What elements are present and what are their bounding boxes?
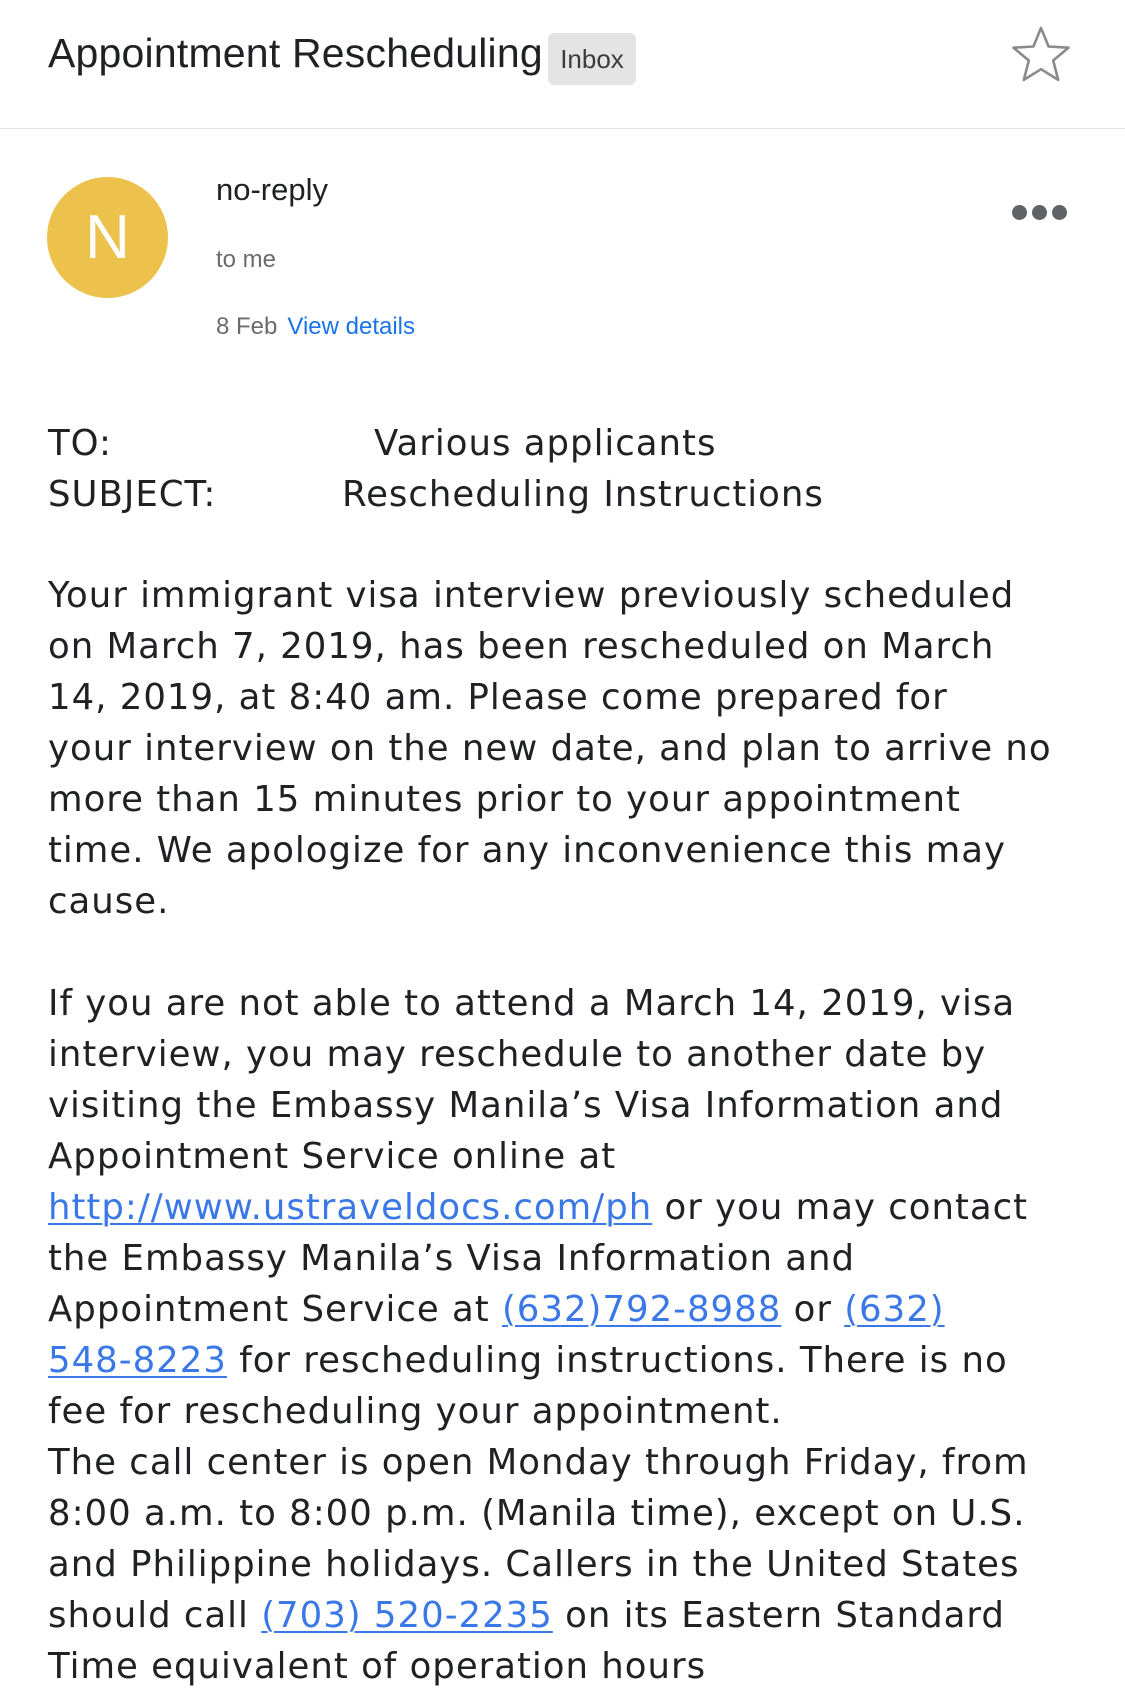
- body-line: on March 7, 2019, has been rescheduled on March: [48, 626, 995, 667]
- sender-avatar[interactable]: N: [47, 177, 168, 298]
- date-row: [216, 313, 415, 341]
- body-line: 8:00 a.m. to 8:00 p.m. (Manila time), except on U.S.: [48, 1493, 1026, 1534]
- star-icon[interactable]: [1010, 24, 1072, 86]
- body-line: your interview on the new date, and plan to arrive no: [48, 728, 1052, 769]
- phone-link-1[interactable]: (632)792-8988: [501, 1289, 782, 1330]
- body-line: Your immigrant visa interview previously scheduled: [48, 575, 1015, 616]
- body-text: should call: [48, 1595, 262, 1636]
- inbox-label-badge[interactable]: Inbox: [548, 33, 636, 85]
- body-line: more than 15 minutes prior to your appointment: [48, 779, 961, 820]
- recipient-text: to me: [216, 246, 277, 273]
- ustraveldocs-link[interactable]: http://www.ustraveldocs.com/ph: [48, 1187, 653, 1228]
- body-line: Appointment Service online at: [48, 1136, 617, 1177]
- body-line: If you are not able to attend a March 14, 2019, visa: [48, 983, 1016, 1024]
- email-subject-title: Appointment Rescheduling: [48, 30, 543, 76]
- body-text: Appointment Service at: [48, 1289, 502, 1330]
- phone-link-2-continued[interactable]: 548-8223: [48, 1340, 227, 1381]
- sender-name[interactable]: no-reply: [216, 172, 328, 207]
- phone-link-3[interactable]: (703) 520-2235: [261, 1595, 553, 1636]
- body-text: on its Eastern Standard: [552, 1595, 1005, 1636]
- to-value: Various applicants: [374, 423, 717, 464]
- email-header: [0, 0, 1125, 129]
- body-text: or: [781, 1289, 845, 1330]
- body-line: and Philippine holidays. Callers in the United States: [48, 1544, 1020, 1585]
- body-line: [48, 1590, 1029, 1641]
- more-options-icon[interactable]: [1012, 198, 1068, 228]
- body-line: visiting the Embassy Manila’s Visa Information and: [48, 1085, 1004, 1126]
- body-text: or you may contact: [652, 1187, 1029, 1228]
- body-line: Time equivalent of operation hours: [48, 1646, 707, 1687]
- to-label: TO:: [48, 423, 112, 464]
- email-date: 8 Feb: [216, 313, 278, 340]
- subject-value: Rescheduling Instructions: [342, 474, 824, 515]
- body-line: interview, you may reschedule to another date by: [48, 1034, 987, 1075]
- body-text: for rescheduling instructions. There is no: [226, 1340, 1008, 1381]
- subject-label: SUBJECT:: [48, 474, 217, 515]
- body-line: [48, 1182, 1029, 1233]
- body-line: [48, 1335, 1029, 1386]
- body-line: 14, 2019, at 8:40 am. Please come prepared for: [48, 677, 948, 718]
- email-paragraph-2: [48, 978, 1029, 1692]
- phone-link-2[interactable]: (632): [844, 1289, 945, 1330]
- view-details-link[interactable]: View details: [287, 313, 416, 340]
- body-line: [48, 1284, 1029, 1335]
- email-paragraph-1: [48, 570, 1052, 927]
- body-line: fee for rescheduling your appointment.: [48, 1391, 783, 1432]
- body-line: the Embassy Manila’s Visa Information and: [48, 1238, 856, 1279]
- body-line: time. We apologize for any inconvenience this may: [48, 830, 1007, 871]
- body-line: The call center is open Monday through Friday, from: [48, 1442, 1029, 1483]
- body-line: cause.: [48, 881, 170, 922]
